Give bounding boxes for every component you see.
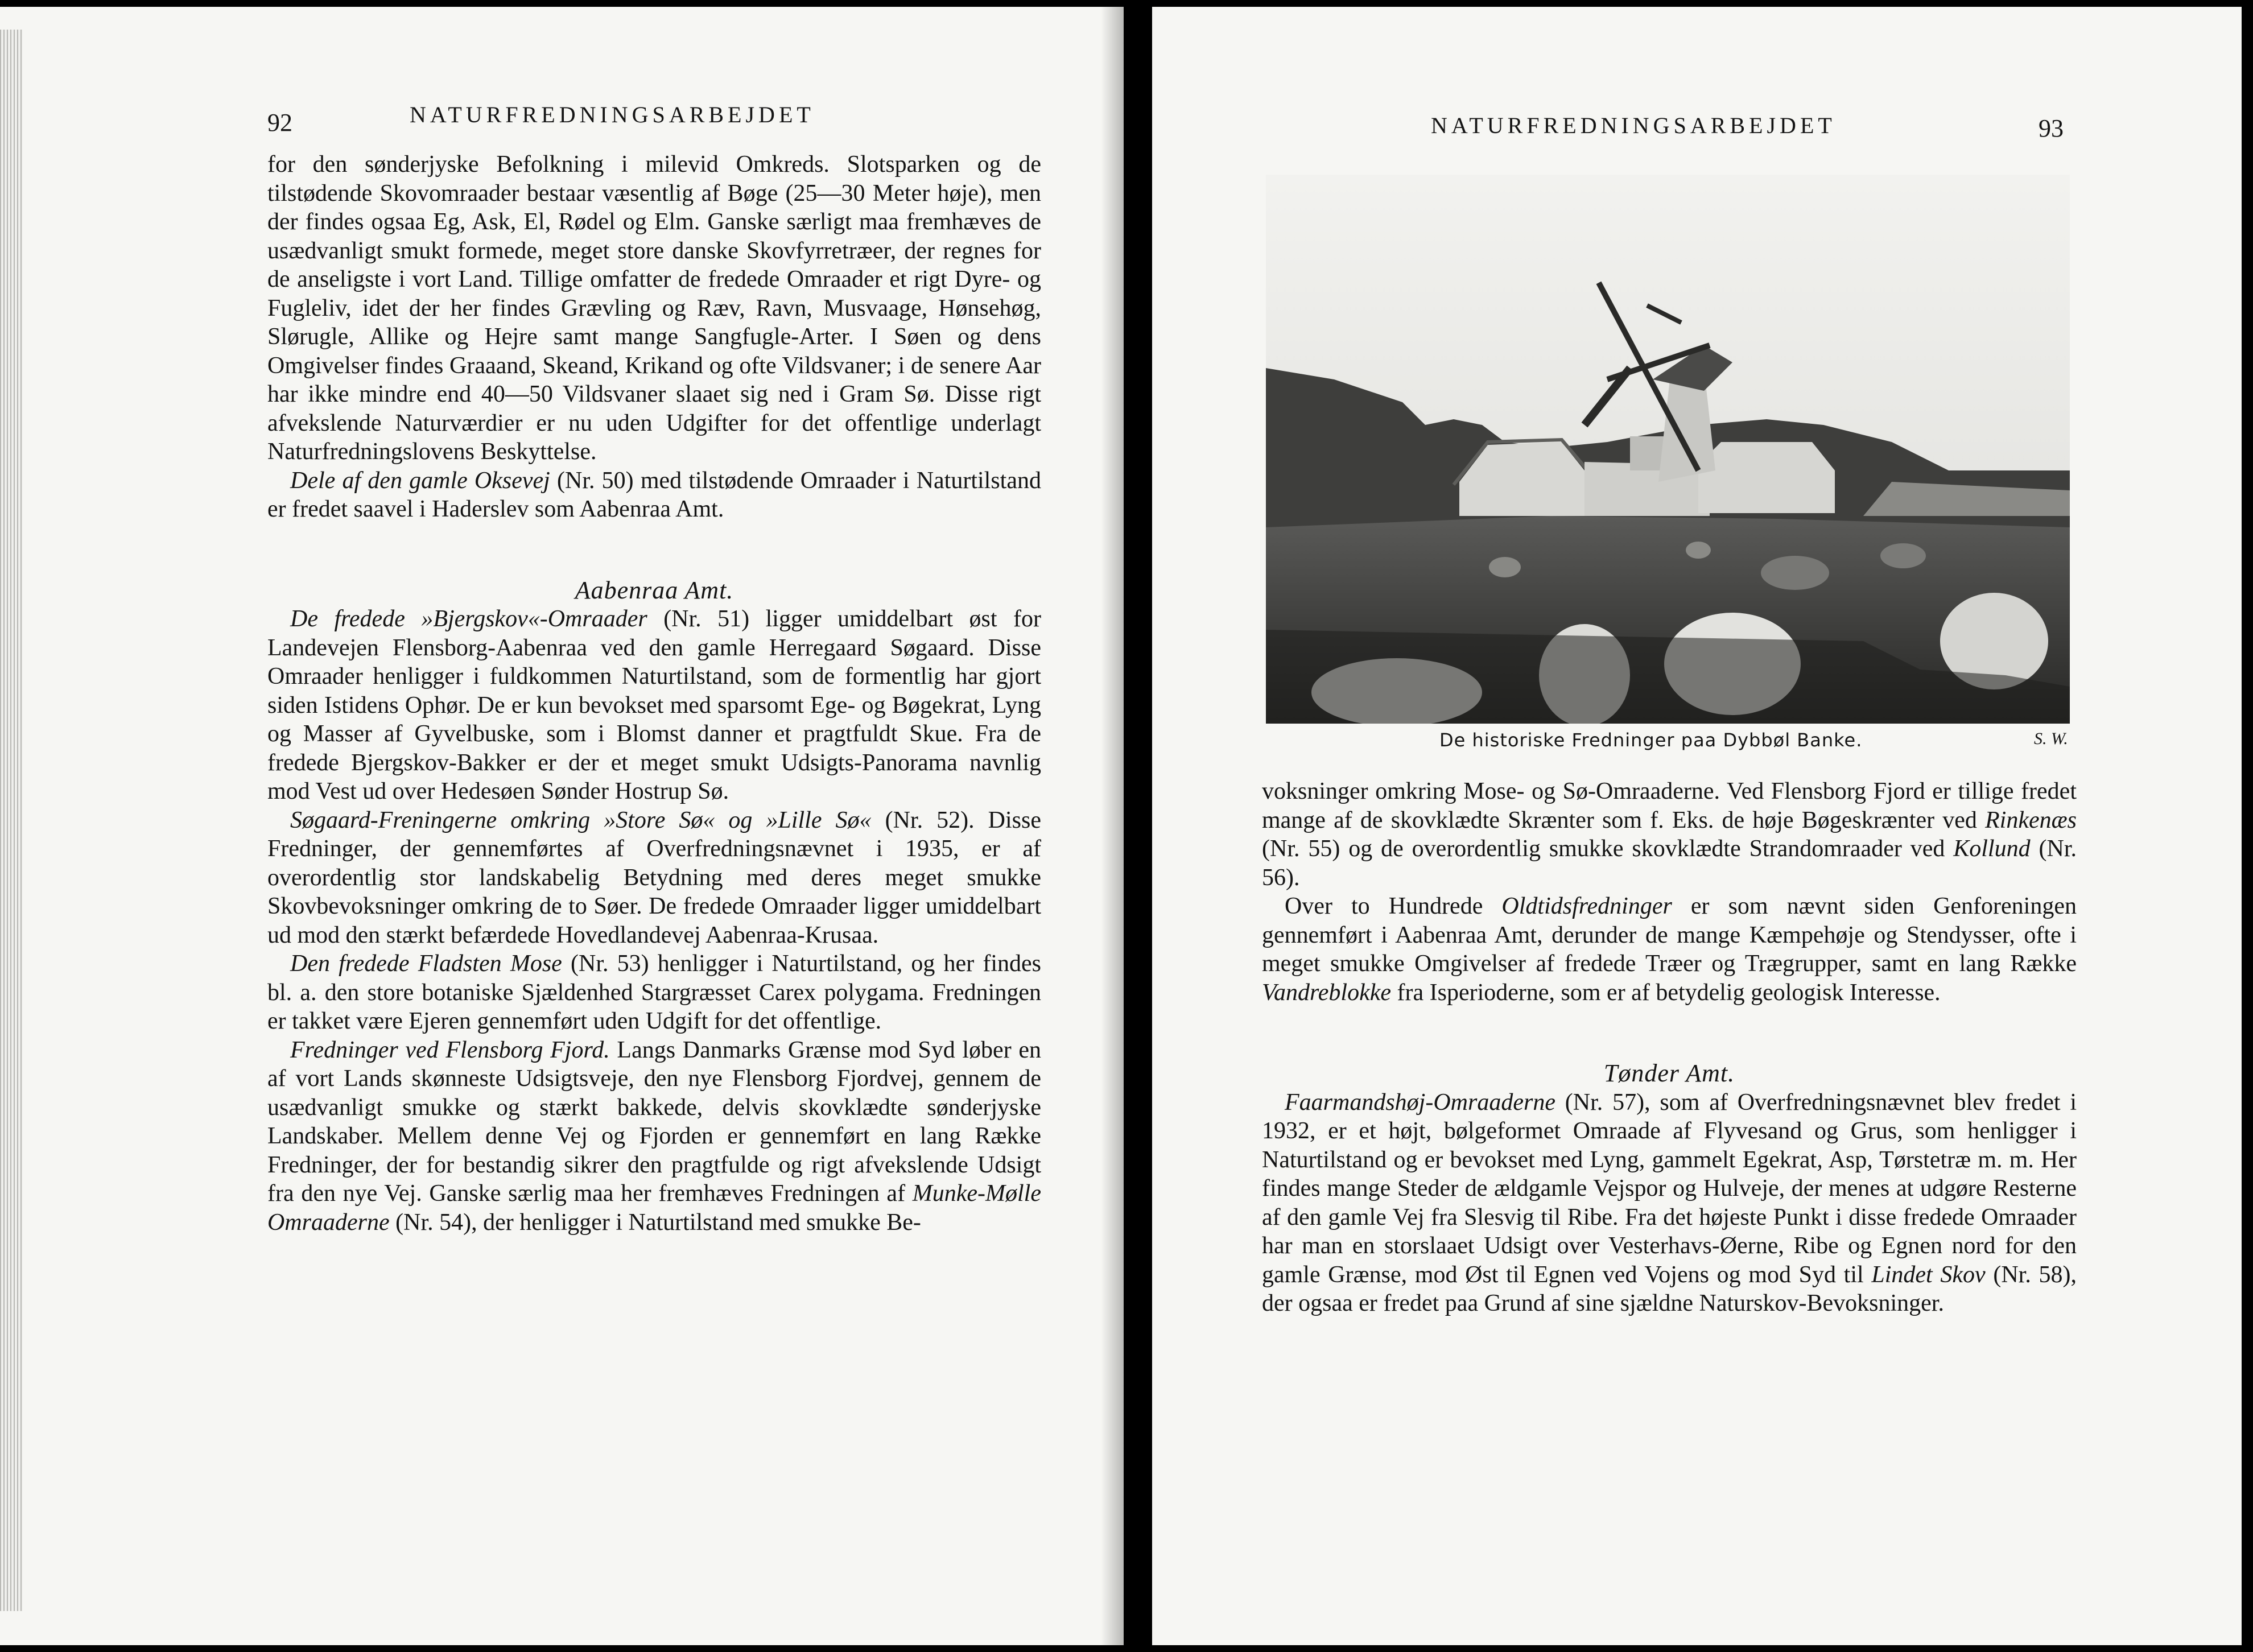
left-paragraph-4: Søgaard-Freningerne omkring »Store Sø« og »Lille Sø« (Nr. 52). Disse Fredninger, der gennemførtes af Overfredningsnævnet i 1935, er af overordentlig stor landskabelig Betydning med deres meget smukke Skovbevoksninger omkring de to Søer. De fredede Omraader ligger umiddelbart ud mod den stærkt befærdede Hovedlandevej Aabenraa-Krusaa. bbox=[267, 807, 1041, 948]
right-text-column bbox=[1262, 777, 2077, 1318]
section-title-aabenraa: Aabenraa Amt. bbox=[575, 576, 734, 604]
right-paragraph-1: voksninger omkring Mose- og Sø-Omraaderne. Ved Flensborg Fjord er tillige fredet mange af de skovklædte Skrænter som f. Eks. de høje Bøgeskrænter ved Rinkenæs (Nr. 55) og de overordentlig smukke skovklædte Strandomraader ved Kollund (Nr. 56). bbox=[1262, 778, 2077, 891]
left-paragraph-5: Den fredede Fladsten Mose (Nr. 53) henligger i Naturtilstand, og her findes bl. a. den store botaniske Sjældenhed Stargræsset Carex polygama. Fredningen er takket være Ejeren gennemført uden Udgift for det offentlige. bbox=[267, 951, 1042, 1034]
windmill-photograph bbox=[1266, 175, 2070, 724]
figure-credit: S. W. bbox=[2034, 729, 2068, 748]
page-edge-strip bbox=[0, 30, 23, 1611]
book-gutter-shadow bbox=[1101, 7, 1124, 1645]
right-paragraph-3: Faarmandshøj-Omraaderne (Nr. 57), som af Overfredningsnævnet blev fredet i 1932, er et højt, bølgeformet Omraade af Flyvesand og Grus, som henligger i Naturtilstand og er bevokset med Lyng, gammelt Egekrat, Asp, Tørstetræ m. m. Her findes mange Steder de ældgamle Vejspor og Hulveje, der menes at udgøre Resterne af den gamle Vej fra Slesvig til Ribe. Fra det højeste Punkt i disse fredede Omraader har man en storslaaet Udsigt over Vesterhavs-Øerne, Ribe og Egnen nord for den gamle Grænse, mod Øst til Egnen ved Vojens og mod Syd til Lindet Skov (Nr. 58), der ogsaa er fredet paa Grund af sine sjældne Naturskov-Bevoksninger. bbox=[1262, 1089, 2077, 1316]
left-text-column bbox=[267, 150, 1041, 1237]
left-paragraph-6: Fredninger ved Flensborg Fjord. Langs Danmarks Grænse mod Syd løber en af vort Lands skønneste Udsigtsveje, den nye Flensborg Fjordvej, gennem de usædvanligt smukke og stærkt bakkede, delvis skovklædte sønderjyske Landskaber. Mellem denne Vej og Fjorden er gennemført en lang Række Fredninger, der for bestandig sikrer den pragtfulde og rigt afvekslende Udsigt fra den nye Vej. Ganske særlig maa her fremhæves Fredningen af Munke-Mølle Omraaderne (Nr. 54), der henligger i Naturtilstand med smukke Be- bbox=[267, 1036, 1041, 1236]
left-page-number: 92 bbox=[267, 109, 292, 137]
left-paragraph-3: De fredede »Bjergskov«-Omraader (Nr. 51) ligger umiddelbart øst for Landevejen Flensborg-Aabenraa ved den gamle Herregaard Søgaard. Disse Omraader henligger i fuldkommen Naturtilstand, som de formentlig har gjort siden Istidens Ophør. De er kun bevokset med sparsomt Ege- og Bøgekrat, Lyng og Masser af Gyvelbuske, som i Blomst danner et pragtfuldt Skue. Fra de fredede Bjergskov-Bakker er der et meget smukt Udsigts-Panorama navnlig mod Vest ud over Hedesøen Sønder Hostrup Sø. bbox=[267, 606, 1042, 804]
left-paragraph-2: Dele af den gamle Oksevej (Nr. 50) med tilstødende Omraader i Naturtilstand er fredet saavel i Haderslev som Aabenraa Amt. bbox=[267, 467, 1041, 522]
right-running-head: NATURFREDNINGSARBEJDET bbox=[1431, 113, 1836, 138]
figure-caption: De historiske Fredninger paa Dybbøl Banke. bbox=[1439, 729, 1863, 751]
right-paragraph-2: Over to Hundrede Oldtidsfredninger er som nævnt siden Genforeningen gennemført i Aabenraa Amt, derunder de mange Kæmpehøje og Stendysser, ofte i meget smukke Omgivelser af fredede Træer og Trægrupper, samt en lang Række Vandreblokke fra Isperioderne, som er af betydelig geologisk Interesse. bbox=[1262, 893, 2077, 1006]
section-title-tonder: Tønder Amt. bbox=[1603, 1059, 1735, 1087]
left-running-head: NATURFREDNINGSARBEJDET bbox=[410, 102, 815, 127]
left-paragraph-1: for den sønderjyske Befolkning i milevid Omkreds. Slotsparken og de tilstødende Skovomraader bestaar væsentlig af Bøge (25—30 Meter høje), men der findes ogsaa Eg, Ask, El, Rødel og Elm. Ganske særligt maa fremhæves de usædvanligt smukt formede, meget store danske Skovfyrretræer, der regnes for de anseligste i vort Land. Tillige omfatter de fredede Omraader et rigt Dyre- og Fugleliv, idet der her findes Grævling og Ræv, Ravn, Musvaage, Hønsehøg, Slørugle, Allike og Hejre samt mange Sangfugle-Arter. I Søen og dens Omgivelser findes Graaand, Skeand, Krikand og ofte Vildsvaner; i de senere Aar har ikke mindre end 40—50 Vildsvaner slaaet sig ned i Gram Sø. Disse rigt afvekslende Naturværdier er nu uden Udgifter for det offentlige underlagt Naturfredningslovens Beskyttelse. bbox=[267, 151, 1041, 465]
right-page-number: 93 bbox=[2039, 114, 2064, 142]
windmill-photo-drawing bbox=[1266, 175, 2070, 724]
